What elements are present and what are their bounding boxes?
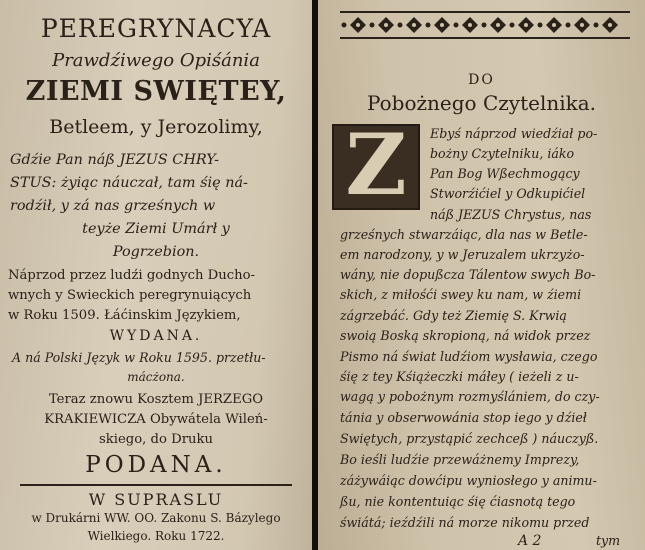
preface-line: zágrzebáć. Gdy też Ziemię S. Krwią (340, 308, 567, 323)
preface-line: záżywáiąc dowćipu wyniosłego y animu- (340, 473, 597, 488)
reissue-line: skiego, do Druku (99, 432, 213, 447)
preface-line: wagą y pobożnym rozmyślániem, do czy- (340, 389, 600, 404)
preface-line: wány, nie dopußcza Tálentow swych Bo- (340, 267, 596, 282)
preface-line: swoią Boską skropioną, ná widok przez (340, 328, 591, 343)
translated-line: A ná Polski Język w Roku 1595. przetłu- (12, 350, 266, 365)
preface-line: Stworźićiel y Odkupićiel (430, 186, 586, 201)
preface-line: em narodzony, y w Jeruzalem ukrzyżo- (340, 247, 585, 262)
description-line: Gdźie Pan náß JEZUS CHRY- (10, 152, 220, 168)
left-title-page (0, 0, 312, 550)
initial-letter: Z (345, 115, 407, 214)
right-preface-page (318, 0, 645, 550)
description-line: Pogrzebion. (112, 244, 200, 260)
body-line: wnych y Swieckich peregrynuiących (8, 288, 252, 303)
preface-line: Swiętych, przystąpić zechceß ) náuczyß. (340, 431, 599, 446)
book-title-2: ZIEMI SWIĘTEY, (25, 76, 287, 107)
catchword: tym (596, 533, 621, 548)
places-line: Betleem, y Jerozolimy, (49, 116, 263, 138)
body-line: w Roku 1509. Łáćinskim Językiem, (8, 308, 241, 323)
signature-mark: A 2 (518, 533, 542, 549)
podana-line: PODANA. (85, 452, 227, 478)
imprint-place: W SUPRASLU (88, 490, 224, 509)
preface-line: tánia y obserwowánia stop iego y dźieł (340, 410, 587, 425)
preface-line: grześnych stwarzáiąc, dla nas w Betle- (340, 227, 588, 242)
book-title: PEREGRYNACYA (40, 14, 272, 43)
description-line: STUS: żyiąc náuczał, tam śię ná- (10, 175, 248, 191)
description-line: teyże Ziemi Umárł y (82, 221, 230, 237)
preface-line: Pan Bog Wßechmogący (430, 166, 580, 181)
preface-line: náß JEZUS Chrystus, nas (430, 207, 592, 222)
preface-line: świátá; ieźdźili ná morze nikomu przed (340, 515, 590, 530)
ornament-band-icon (340, 10, 630, 40)
preface-line: Bo ieśli ludźie przewáżnemy Imprezy, (340, 452, 580, 467)
wydana-line: WYDANA. (109, 328, 203, 344)
reissue-line: KRAKIEWICZA Obywátela Wileń- (44, 412, 268, 427)
book-subtitle: Prawdźiwego Opiśánia (52, 50, 260, 71)
imprint-year: Wielkiego. Roku 1722. (87, 529, 225, 543)
body-line: Náprzod przez ludźi godnych Ducho- (8, 268, 255, 283)
preface-line: skich, z miłośći swey ku nam, w źiemi (340, 287, 582, 302)
preface-to: DO (468, 72, 495, 88)
description-line: rodźił, y zá nas grześnych w (10, 198, 216, 214)
preface-line: Pismo ná świat ludźiom wysławia, czego (340, 349, 598, 364)
preface-line: Ebyś náprzod wiedźiał po- (430, 126, 598, 141)
divider-rule (20, 484, 292, 486)
preface-line: ßu, nie kontentuiąc śię ćiasnotą tego (340, 494, 576, 509)
translated-line: mácżona. (127, 370, 185, 384)
reissue-line: Teraz znowu Kosztem JERZEGO (48, 392, 264, 407)
decorated-initial (332, 115, 420, 214)
preface-line: śię z tey Kśiążeczki máłey ( ieżeli z u- (340, 369, 579, 384)
preface-heading: Pobożnego Czytelnika. (366, 91, 597, 115)
imprint-printer: w Drukárni WW. OO. Zakonu S. Bázylego (31, 511, 281, 525)
preface-line: bożny Czytelniku, iáko (430, 146, 575, 161)
